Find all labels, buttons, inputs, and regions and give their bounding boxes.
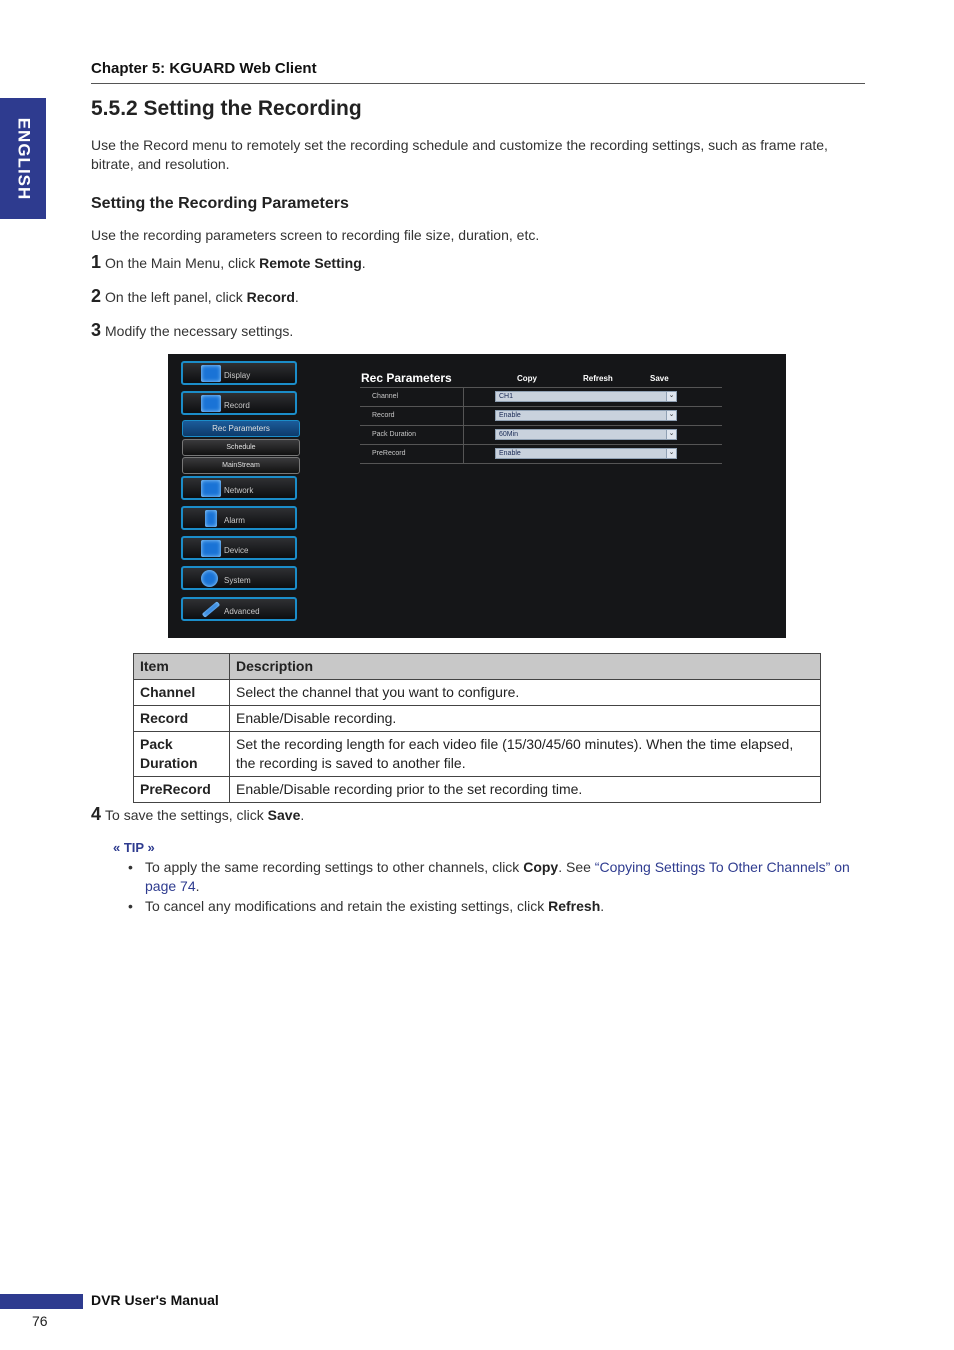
chevron-down-icon[interactable]: ⌄	[666, 391, 677, 402]
table-row: Channel Select the channel that you want to configure.	[134, 680, 821, 706]
param-row-pack-duration: Pack Duration 60Min ⌄	[360, 426, 722, 445]
page-number: 76	[32, 1313, 48, 1329]
step-1: 1 On the Main Menu, click Remote Setting.	[91, 252, 366, 272]
refresh-button[interactable]: Refresh	[583, 374, 613, 383]
subsection-title: Setting the Recording Parameters	[91, 195, 349, 212]
bullet: •	[128, 898, 133, 914]
subsection-intro: Use the recording parameters screen to recording file size, duration, etc.	[91, 227, 540, 243]
channel-select[interactable]: CH1 ⌄	[495, 391, 677, 402]
chevron-down-icon[interactable]: ⌄	[666, 410, 677, 421]
monitor-icon	[201, 365, 221, 382]
step-number: 1	[91, 252, 102, 272]
menu-record-button[interactable]: Record	[181, 391, 297, 415]
chevron-down-icon[interactable]: ⌄	[666, 448, 677, 459]
chevron-down-icon[interactable]: ⌄	[666, 429, 677, 440]
list-item: • To apply the same recording settings to other channels, click Copy. See “Copying Settings To Other Channels” on page 74.	[128, 859, 850, 894]
step-2: 2 On the left panel, click Record.	[91, 286, 299, 306]
column-header-item: Item	[134, 654, 230, 680]
header-divider	[91, 83, 865, 84]
column-header-description: Description	[230, 654, 821, 680]
settings-description-table	[133, 653, 821, 803]
step-4: 4 To save the settings, click Save.	[91, 804, 305, 824]
table-row: Pack Duration Set the recording length for each video file (15/30/45/60 minutes). When the time elapsed, the recording is saved to another file.	[134, 732, 821, 777]
device-icon	[201, 540, 221, 557]
footer-title: DVR User's Manual	[91, 1292, 219, 1308]
param-row-record: Record Enable ⌄	[360, 407, 722, 426]
submenu-schedule[interactable]: Schedule	[182, 439, 300, 456]
menu-alarm-button[interactable]: Alarm	[181, 506, 297, 530]
params-table	[360, 387, 722, 464]
alarm-icon	[205, 510, 217, 527]
param-row-prerecord: PreRecord Enable ⌄	[360, 445, 722, 464]
menu-device-button[interactable]: Device	[181, 536, 297, 560]
section-title: 5.5.2 Setting the Recording	[91, 97, 362, 120]
submenu-mainstream[interactable]: MainStream	[182, 457, 300, 474]
table-row: PreRecord Enable/Disable recording prior to the set recording time.	[134, 777, 821, 803]
menu-advanced-button[interactable]: Advanced	[181, 597, 297, 621]
gear-icon	[201, 570, 218, 587]
step-number: 4	[91, 804, 102, 824]
film-icon	[201, 395, 221, 412]
param-row-channel: Channel CH1 ⌄	[360, 388, 722, 407]
menu-display-button[interactable]: Display	[181, 361, 297, 385]
panel-title: Rec Parameters	[361, 371, 452, 385]
step-3: 3 Modify the necessary settings.	[91, 320, 294, 340]
footer-bar	[0, 1294, 83, 1309]
submenu-rec-parameters[interactable]: Rec Parameters	[182, 420, 300, 437]
save-button[interactable]: Save	[650, 374, 669, 383]
list-item: • To cancel any modifications and retain the existing settings, click Refresh.	[128, 898, 605, 914]
wrench-icon	[202, 601, 221, 618]
language-tab	[0, 98, 46, 219]
menu-network-button[interactable]: Network	[181, 476, 297, 500]
language-tab-label: ENGLISH	[14, 117, 33, 200]
step-number: 2	[91, 286, 102, 306]
prerecord-select[interactable]: Enable ⌄	[495, 448, 677, 459]
tip-label: « TIP »	[113, 840, 155, 855]
table-row: Record Enable/Disable recording.	[134, 706, 821, 732]
copy-settings-link[interactable]: “Copying Settings To Other Channels” on page 74	[145, 859, 850, 894]
pack-duration-select[interactable]: 60Min ⌄	[495, 429, 677, 440]
tip-list	[128, 858, 858, 917]
globe-icon	[201, 480, 221, 497]
rec-parameters-screenshot	[168, 354, 786, 638]
intro-line-1: Use the Record menu to remotely set the recording schedule and customize the recording settings, such as frame rate,	[91, 137, 828, 153]
record-select[interactable]: Enable ⌄	[495, 410, 677, 421]
intro-line-2: bitrate, and resolution.	[91, 156, 230, 172]
bullet: •	[128, 859, 133, 875]
menu-system-button[interactable]: System	[181, 566, 297, 590]
table-header-row	[134, 654, 821, 680]
chapter-header: Chapter 5: KGUARD Web Client	[91, 60, 317, 77]
step-number: 3	[91, 320, 102, 340]
copy-button[interactable]: Copy	[517, 374, 537, 383]
